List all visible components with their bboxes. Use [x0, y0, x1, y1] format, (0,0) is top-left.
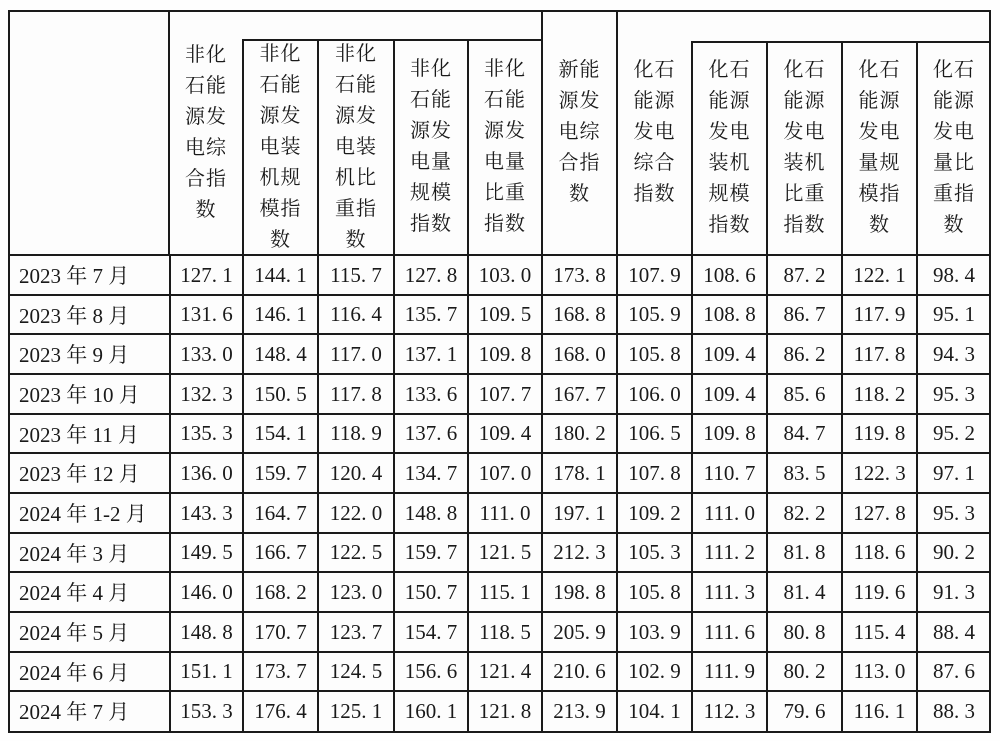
- column-header-nonfossil-composite: [170, 10, 242, 255]
- value-cell: 118. 2: [853, 381, 906, 406]
- value-cell: 106. 5: [628, 421, 681, 445]
- column-line: [467, 255, 469, 731]
- column-line: [169, 255, 171, 731]
- column-header-nonfossil-capacity-scale: [244, 39, 317, 255]
- column-line: [691, 255, 693, 731]
- value-cell: 105. 3: [628, 540, 681, 564]
- value-cell: 113. 0: [853, 659, 906, 683]
- value-cell: 109. 2: [628, 500, 681, 525]
- value-cell: 123. 7: [329, 619, 383, 644]
- value-cell: 151. 1: [180, 659, 233, 683]
- value-cell: 133. 0: [180, 341, 233, 366]
- value-cell: 119. 6: [853, 579, 906, 604]
- value-cell: 122. 5: [329, 540, 383, 564]
- value-cell: 103. 0: [478, 262, 532, 287]
- column-header-label: 化石能源发电综合指数: [633, 59, 676, 205]
- value-cell: 198. 8: [553, 579, 606, 604]
- value-cell: 118. 6: [853, 540, 906, 564]
- value-cell: 121. 5: [478, 540, 532, 564]
- value-cell: 85. 6: [783, 381, 826, 406]
- column-header-label: 化石能源发电装机规模指数: [708, 59, 751, 236]
- value-cell: 111. 6: [704, 619, 755, 644]
- value-cell: 111. 2: [704, 540, 755, 564]
- period-cell: 2024 年 5 月: [19, 621, 130, 645]
- row-line: [8, 492, 991, 494]
- column-header-newenergy-composite: [543, 10, 616, 255]
- value-cell: 144. 1: [254, 262, 307, 287]
- period-cell: 2023 年 11 月: [19, 422, 139, 447]
- column-line: [393, 255, 395, 731]
- value-cell: 90. 2: [933, 540, 975, 564]
- value-cell: 159. 7: [254, 460, 307, 485]
- value-cell: 168. 8: [553, 302, 606, 326]
- value-cell: 98. 4: [933, 262, 975, 287]
- value-cell: 111. 0: [704, 500, 755, 525]
- value-cell: 154. 1: [254, 421, 307, 445]
- value-cell: 115. 1: [479, 579, 531, 604]
- value-cell: 146. 0: [180, 579, 233, 604]
- column-line: [242, 255, 244, 731]
- row-line: [8, 373, 991, 375]
- value-cell: 104. 1: [628, 698, 681, 723]
- row-line: [8, 413, 991, 415]
- period-cell: 2023 年 10 月: [19, 383, 140, 407]
- value-cell: 116. 1: [853, 698, 906, 723]
- value-cell: 173. 7: [254, 659, 307, 683]
- value-cell: 213. 9: [553, 698, 606, 723]
- value-cell: 97. 1: [933, 460, 975, 485]
- value-cell: 136. 0: [180, 460, 233, 485]
- value-cell: 149. 5: [180, 540, 233, 564]
- value-cell: 150. 7: [404, 579, 458, 604]
- column-header-label: 新能源发电综合指数: [558, 59, 601, 205]
- value-cell: 83. 5: [783, 460, 826, 485]
- value-cell: 178. 1: [553, 460, 606, 485]
- value-cell: 107. 0: [478, 460, 532, 485]
- period-cell: 2024 年 3 月: [19, 541, 130, 566]
- value-cell: 124. 5: [329, 659, 383, 683]
- value-cell: 111. 3: [704, 579, 755, 604]
- row-line: [8, 294, 991, 296]
- row-line: [8, 651, 991, 653]
- value-cell: 125. 1: [329, 698, 383, 723]
- value-cell: 81. 4: [783, 579, 826, 604]
- value-cell: 117. 8: [330, 381, 382, 406]
- row-line: [8, 532, 991, 534]
- value-cell: 117. 8: [853, 341, 906, 366]
- value-cell: 176. 4: [254, 698, 307, 723]
- column-header-label: 化石能源发电量比重指数: [933, 59, 975, 236]
- value-cell: 137. 1: [404, 341, 458, 366]
- value-cell: 80. 2: [783, 659, 826, 683]
- value-cell: 118. 5: [479, 619, 531, 644]
- period-cell: 2024 年 4 月: [19, 581, 130, 605]
- column-header-nonfossil-output-share: [469, 39, 541, 255]
- value-cell: 87. 6: [933, 659, 975, 683]
- column-header-label: 化石能源发电量规模指数: [858, 59, 901, 236]
- value-cell: 95. 3: [933, 500, 975, 525]
- value-cell: 109. 5: [478, 302, 532, 326]
- value-cell: 111. 9: [704, 659, 755, 683]
- column-line: [317, 255, 319, 731]
- column-header-fossil-capacity-share: [768, 41, 841, 255]
- value-cell: 86. 2: [783, 341, 826, 366]
- value-cell: 112. 3: [703, 698, 756, 723]
- value-cell: 170. 7: [254, 619, 307, 644]
- value-cell: 115. 4: [853, 619, 906, 644]
- value-cell: 87. 2: [783, 262, 826, 287]
- column-header-nonfossil-capacity-share: [319, 39, 393, 255]
- value-cell: 167. 7: [553, 381, 606, 406]
- value-cell: 81. 8: [783, 540, 826, 564]
- row-line: [8, 611, 991, 613]
- value-cell: 105. 8: [628, 341, 681, 366]
- value-cell: 197. 1: [553, 500, 606, 525]
- value-cell: 117. 9: [853, 302, 906, 326]
- value-cell: 173. 8: [553, 262, 606, 287]
- value-cell: 168. 2: [254, 579, 307, 604]
- value-cell: 205. 9: [553, 619, 606, 644]
- value-cell: 94. 3: [933, 341, 975, 366]
- column-header-fossil-composite: [618, 10, 691, 255]
- value-cell: 127. 8: [404, 262, 458, 287]
- value-cell: 134. 7: [404, 460, 458, 485]
- value-cell: 135. 3: [180, 421, 233, 445]
- value-cell: 156. 6: [404, 659, 458, 683]
- row-line: [8, 571, 991, 573]
- value-cell: 79. 6: [783, 698, 826, 723]
- value-cell: 80. 8: [783, 619, 826, 644]
- column-header-fossil-output-scale: [843, 41, 916, 255]
- column-line: [766, 255, 768, 731]
- column-header-label: 化石能源发电装机比重指数: [783, 59, 826, 236]
- value-cell: 108. 6: [703, 262, 756, 287]
- value-cell: 111. 0: [479, 500, 531, 525]
- value-cell: 148. 8: [180, 619, 233, 644]
- value-cell: 88. 3: [933, 698, 975, 723]
- value-cell: 95. 1: [933, 302, 975, 326]
- value-cell: 121. 8: [478, 698, 532, 723]
- row-line: [8, 452, 991, 454]
- column-header-label: 非化石能源发电装机规模指数: [259, 42, 302, 251]
- value-cell: 109. 8: [703, 421, 756, 445]
- value-cell: 159. 7: [404, 540, 458, 564]
- value-cell: 118. 9: [330, 421, 382, 445]
- value-cell: 107. 7: [478, 381, 532, 406]
- value-cell: 84. 7: [783, 421, 826, 445]
- period-cell: 2023 年 7 月: [19, 264, 130, 288]
- value-cell: 120. 4: [329, 460, 383, 485]
- value-cell: 106. 0: [628, 381, 681, 406]
- value-cell: 122. 0: [329, 500, 383, 525]
- value-cell: 121. 4: [478, 659, 532, 683]
- value-cell: 212. 3: [553, 540, 606, 564]
- column-line: [841, 255, 843, 731]
- value-cell: 88. 4: [933, 619, 975, 644]
- value-cell: 109. 4: [703, 341, 756, 366]
- row-line: [8, 690, 991, 692]
- value-cell: 95. 2: [933, 421, 975, 445]
- value-cell: 150. 5: [254, 381, 307, 406]
- period-cell: 2024 年 1-2 月: [19, 502, 147, 526]
- value-cell: 148. 8: [404, 500, 458, 525]
- value-cell: 110. 7: [703, 460, 756, 485]
- column-header-nonfossil-output-scale: [395, 39, 467, 255]
- value-cell: 127. 8: [853, 500, 906, 525]
- value-cell: 135. 7: [404, 302, 458, 326]
- value-cell: 103. 9: [628, 619, 681, 644]
- value-cell: 116. 4: [330, 302, 382, 326]
- value-cell: 107. 9: [628, 262, 681, 287]
- value-cell: 127. 1: [180, 262, 233, 287]
- value-cell: 107. 8: [628, 460, 681, 485]
- value-cell: 117. 0: [330, 341, 382, 366]
- value-cell: 160. 1: [404, 698, 458, 723]
- corner-cell: [8, 10, 169, 255]
- value-cell: 133. 6: [404, 381, 458, 406]
- value-cell: 153. 3: [180, 698, 233, 723]
- value-cell: 105. 9: [628, 302, 681, 326]
- value-cell: 168. 0: [553, 341, 606, 366]
- value-cell: 119. 8: [853, 421, 906, 445]
- value-cell: 109. 4: [703, 381, 756, 406]
- value-cell: 115. 7: [330, 262, 382, 287]
- column-line: [541, 255, 543, 731]
- value-cell: 105. 8: [628, 579, 681, 604]
- value-cell: 102. 9: [628, 659, 681, 683]
- column-line: [916, 255, 918, 731]
- column-header-label: 非化石能源发电量比重指数: [484, 58, 526, 235]
- column-header-fossil-output-share: [918, 41, 990, 255]
- value-cell: 131. 6: [180, 302, 233, 326]
- value-cell: 109. 4: [478, 421, 532, 445]
- column-header-label: 非化石能源发电量规模指数: [410, 58, 452, 235]
- value-cell: 95. 3: [933, 381, 975, 406]
- value-cell: 164. 7: [254, 500, 307, 525]
- value-cell: 122. 3: [853, 460, 906, 485]
- period-cell: 2023 年 8 月: [19, 303, 130, 328]
- column-header-fossil-capacity-scale: [693, 41, 766, 255]
- period-cell: 2024 年 6 月: [19, 660, 130, 685]
- value-cell: 210. 6: [553, 659, 606, 683]
- value-cell: 122. 1: [853, 262, 906, 287]
- value-cell: 132. 3: [180, 381, 233, 406]
- row-line: [8, 333, 991, 335]
- value-cell: 108. 8: [703, 302, 756, 326]
- value-cell: 109. 8: [478, 341, 532, 366]
- value-cell: 91. 3: [933, 579, 975, 604]
- value-cell: 148. 4: [254, 341, 307, 366]
- value-cell: 154. 7: [404, 619, 458, 644]
- value-cell: 166. 7: [254, 540, 307, 564]
- value-cell: 143. 3: [180, 500, 233, 525]
- period-cell: 2023 年 9 月: [19, 343, 130, 367]
- column-header-label: 非化石能源发电装机比重指数: [335, 42, 377, 251]
- value-cell: 86. 7: [783, 302, 826, 326]
- value-cell: 137. 6: [404, 421, 458, 445]
- period-cell: 2024 年 7 月: [19, 700, 130, 724]
- value-cell: 180. 2: [553, 421, 606, 445]
- value-cell: 146. 1: [254, 302, 307, 326]
- value-cell: 82. 2: [783, 500, 826, 525]
- column-line: [616, 255, 618, 731]
- column-header-label: 非化石能源发电综合指数: [185, 43, 227, 221]
- value-cell: 123. 0: [329, 579, 383, 604]
- period-cell: 2023 年 12 月: [19, 462, 140, 486]
